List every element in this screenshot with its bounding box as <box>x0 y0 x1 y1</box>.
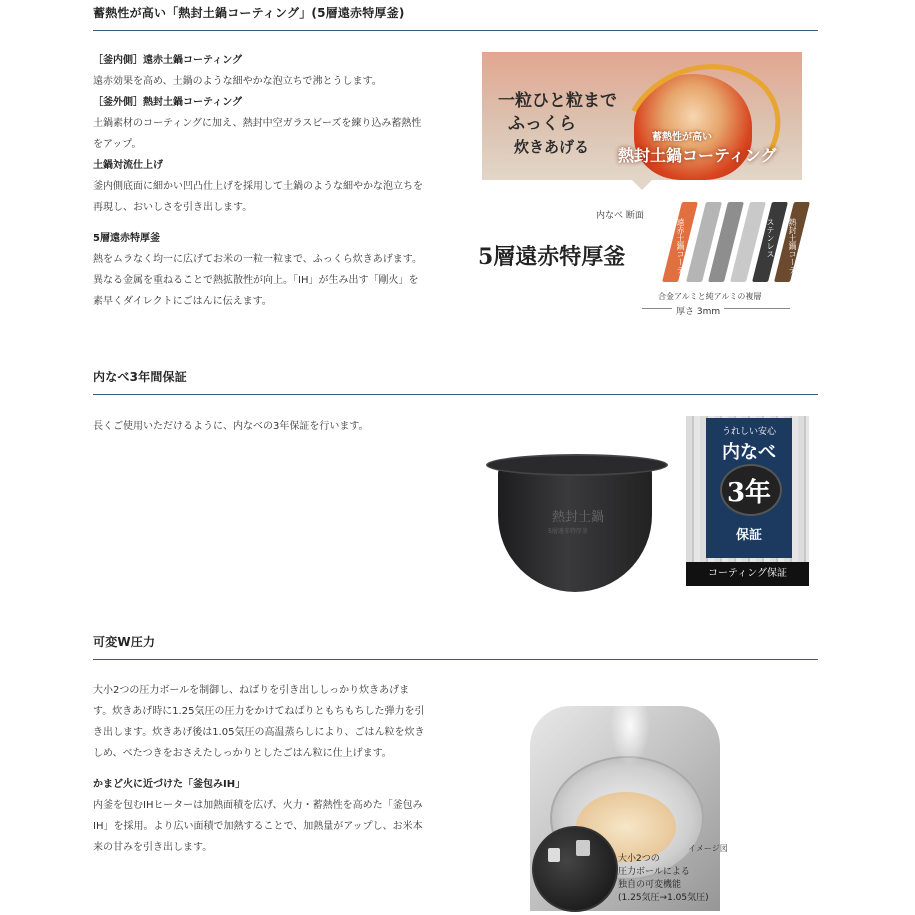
thickness-label: 厚さ 3mm <box>672 304 724 317</box>
badge-subject: 内なべ <box>722 442 776 463</box>
cross-section-label: 内なべ 断面 <box>596 211 644 221</box>
badge-years: 3年 <box>726 478 772 508</box>
pressure-description <box>93 680 453 858</box>
caption-line: (1.25気圧→1.05気圧) <box>618 893 709 903</box>
layer-label: 熱封土鍋コーティング <box>788 218 797 298</box>
paragraph-line: す。炊きあげ時に1.25気圧の圧力をかけてねばりともちもちした弾力を引 <box>93 706 425 717</box>
paragraph-line: 内釜を包むIHヒーターは加熱面積を広げ、火力・蓄熱性を高めた「釜包み <box>93 800 423 811</box>
steam-icon <box>610 686 650 766</box>
coating-description <box>93 50 453 312</box>
guarantee-badge <box>686 416 809 586</box>
section-title-pressure: 可変W圧力 <box>93 635 156 649</box>
paragraph-line: IH」を採用。より広い面積で加熱することで、加熱量がアップし、お米本 <box>93 821 423 832</box>
coating-name-label: 熱封土鍋コーティング <box>618 146 777 165</box>
caption-line: 独自の可変機能 <box>618 880 682 890</box>
guarantee-description <box>93 416 369 437</box>
layers-caption: 合金アルミと純アルミの複層 <box>658 292 762 301</box>
paragraph-gap <box>93 764 453 774</box>
image-note: イメージ図 <box>688 844 728 853</box>
badge-tagline: うれしい安心 <box>721 427 776 437</box>
pot-rim <box>486 454 668 476</box>
caption-line: 大小2つの <box>618 854 660 864</box>
layers-title: 5層遠赤特厚釜 <box>478 244 626 270</box>
paragraph-line: 再現し、おいしさを引き出します。 <box>93 202 253 213</box>
pot-brand-label: 熱封土鍋 <box>552 510 605 525</box>
section-divider <box>93 394 818 395</box>
pressure-ball-icon <box>548 848 560 862</box>
section-title-coating: 蓄熱性が高い「熱封土鍋コーティング」(5層遠赤特厚釜) <box>93 6 405 20</box>
headline-line: 炊きあげる <box>514 138 590 156</box>
headline-line: 一粒ひと粒まで <box>498 91 617 111</box>
paragraph-line: をアップ。 <box>93 139 142 150</box>
badge-footer: コーティング保証 <box>686 562 809 586</box>
layer-label: ステンレス <box>766 218 775 258</box>
section-title-guarantee: 内なべ3年間保証 <box>93 370 187 384</box>
paragraph-line: 遠赤効果を高め、土鍋のような細やかな泡立ちで沸とうします。 <box>93 76 382 87</box>
valve-caption <box>618 853 709 905</box>
paragraph-line: 5層遠赤特厚釜 <box>93 233 160 244</box>
paragraph-line: 土鍋対流仕上げ <box>93 160 163 171</box>
paragraph-line: 素早くダイレクトにごはんに伝えます。 <box>93 296 272 307</box>
paragraph-line: 土鍋素材のコーティングに加え、熱封中空ガラスビーズを練り込み蓄熱性 <box>93 118 422 129</box>
caption-line: 圧力ボールによる <box>618 867 690 877</box>
heat-retention-label: 蓄熱性が高い <box>652 132 712 143</box>
section-divider <box>93 30 818 31</box>
paragraph-line: しめ、べたつきをおさえたしっかりとしたごはん粒に仕上げます。 <box>93 748 392 759</box>
paragraph-line: 来の甘みを引き出します。 <box>93 842 213 853</box>
paragraph-line: 異なる金属を重ねることで熱拡散性が向上。「IH」が生み出す「剛火」を <box>93 275 419 286</box>
paragraph-line: 大小2つの圧力ボールを制御し、ねばりを引き出ししっかり炊きあげま <box>93 685 410 696</box>
layer-label: 遠赤土鍋コーティング <box>676 218 685 298</box>
paragraph-gap <box>93 218 453 228</box>
paragraph-line: 釜内側底面に細かい凹凸仕上げを採用して土鍋のような細やかな泡立ちを <box>93 181 423 192</box>
coating-headline <box>498 90 617 159</box>
paragraph-line: かまど火に近づけた「釜包みIH」 <box>93 779 246 790</box>
paragraph-line: 熱をムラなく均一に広げてお米の一粒一粒まで、ふっくら炊きあげます。 <box>93 254 422 265</box>
paragraph-line: き出します。炊きあげ後は1.05気圧の高温蒸らしにより、ごはん粒を炊き <box>93 727 425 738</box>
pressure-valve-closeup <box>532 826 618 912</box>
pressure-ball-icon <box>576 840 590 856</box>
badge-panel <box>706 418 792 558</box>
section-divider <box>93 659 818 660</box>
inner-pot-image <box>486 450 664 600</box>
paragraph-line: ［釜内側］遠赤土鍋コーティング <box>93 55 242 66</box>
headline-line: ふっくら <box>508 114 576 134</box>
badge-guarantee: 保証 <box>735 528 762 543</box>
paragraph-line: 長くご使用いただけるように、内なべの3年保証を行います。 <box>93 421 369 432</box>
coating-illustration <box>478 52 802 322</box>
paragraph-line: ［釜外側］熱封土鍋コーティング <box>93 97 242 108</box>
pot-sublabel: 5層遠赤特厚釜 <box>548 528 588 535</box>
pointer-triangle <box>632 180 652 190</box>
